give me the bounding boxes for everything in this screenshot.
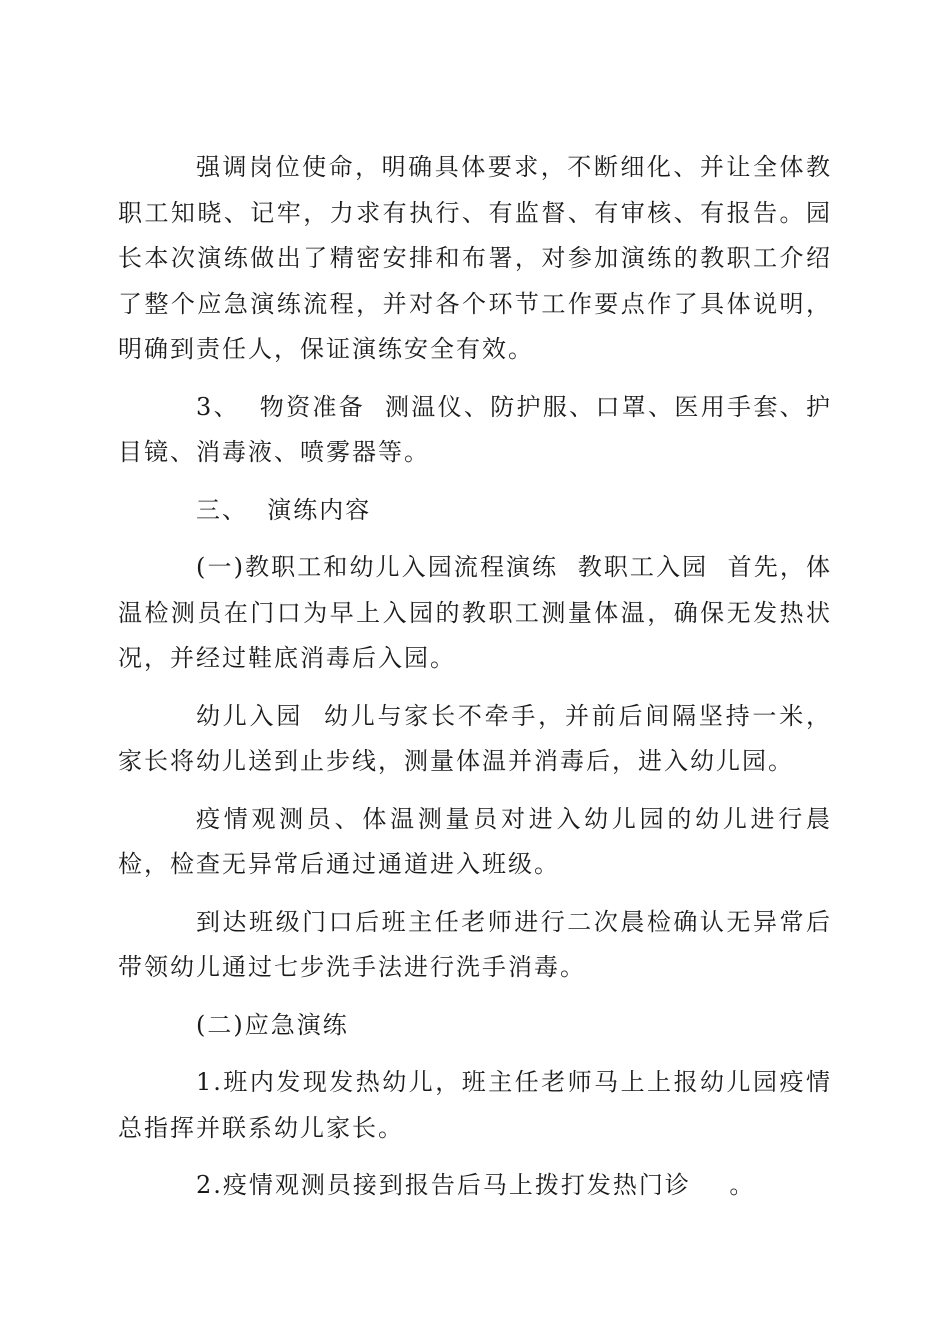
section-heading-drill-content: 三、 演练内容 — [196, 495, 372, 524]
paragraph-morning-check: 疫情观测员、体温测量员对进入幼儿园的幼儿进行晨检，检查无异常后通过通道进入班级。 — [118, 804, 832, 878]
paragraph-step-2: 2.疫情观测员接到报告后马上拨打发热门诊 。 — [196, 1171, 756, 1199]
paragraph-step-1: 1.班内发现发热幼儿，班主任老师马上上报幼儿园疫情总指挥并联系幼儿家长。 — [118, 1068, 832, 1142]
paragraph-post-duties: 强调岗位使命，明确具体要求，不断细化、并让全体教职工知晓、记牢，力求有执行、有监督、有审核、有报告。园长本次演练做出了精密安排和布署，对参加演练的教职工介绍了整个应急演练流程，并对各个环节工作要点作了具体说明，明确到责任人，保证演练安全有效。 — [118, 153, 832, 363]
paragraph-child-entry: 幼儿入园 幼儿与家长不牵手，并前后间隔坚持一米，家长将幼儿送到止步线，测量体温并消毒后，进入幼儿园。 — [118, 701, 832, 775]
paragraph-supplies: 3、 物资准备 测温仪、防护服、口罩、医用手套、护目镜、消毒液、喷雾器等。 — [118, 392, 832, 466]
paragraph-hand-washing: 到达班级门口后班主任老师进行二次晨检确认无异常后带领幼儿通过七步洗手法进行洗手消毒。 — [118, 907, 832, 981]
subheading-emergency-drill: (二)应急演练 — [196, 1010, 349, 1039]
document-body — [118, 145, 832, 1209]
paragraph-staff-entry: (一)教职工和幼儿入园流程演练 教职工入园 首先，体温检测员在门口为早上入园的教职工测量体温，确保无发热状况，并经过鞋底消毒后入园。 — [118, 553, 832, 672]
